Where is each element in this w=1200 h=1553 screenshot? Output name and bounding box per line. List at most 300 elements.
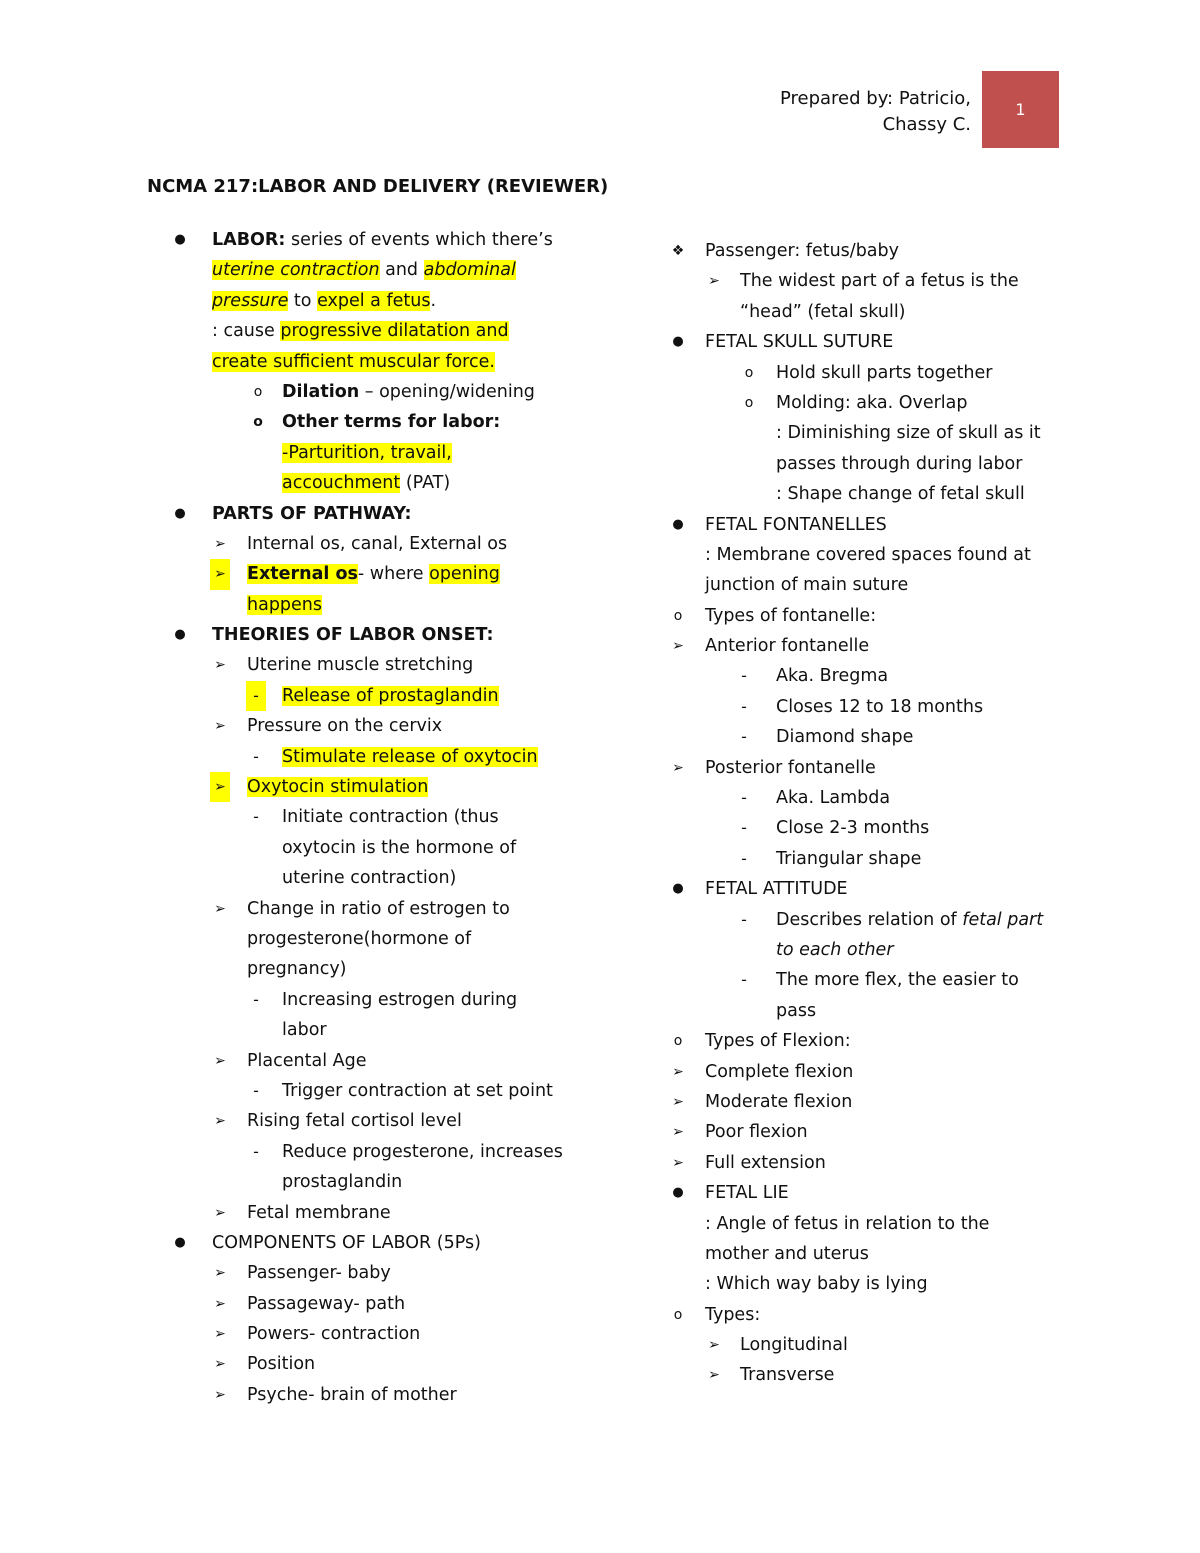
text-line <box>170 468 590 498</box>
text-line <box>668 479 1068 509</box>
text-run: Stimulate release of oxytocin <box>282 746 538 767</box>
line-text <box>282 742 538 772</box>
line-text <box>776 935 894 965</box>
text-line <box>170 255 590 285</box>
text-line <box>668 996 1068 1026</box>
text-line <box>170 1015 590 1045</box>
text-line <box>668 1239 1068 1269</box>
text-run: COMPONENTS OF LABOR (5Ps) <box>212 1232 481 1253</box>
dash-bullet-icon: - <box>253 1141 259 1161</box>
line-text <box>282 377 535 407</box>
text-line <box>170 1228 590 1258</box>
arrow-bullet-icon: ➢ <box>708 273 720 290</box>
text-run: Longitudinal <box>740 1335 848 1356</box>
text-line <box>668 540 1068 570</box>
line-text <box>776 479 1025 509</box>
text-line <box>170 620 590 650</box>
text-line <box>668 783 1068 813</box>
text-line <box>170 802 590 832</box>
text-run: PARTS OF PATHWAY: <box>212 503 412 524</box>
text-run: : Diminishing size of skull as it <box>776 423 1041 444</box>
line-text <box>705 1026 851 1056</box>
text-line <box>170 711 590 741</box>
line-text <box>212 255 516 285</box>
page-number: 1 <box>1015 100 1026 119</box>
arrow-bullet-icon: ➢ <box>214 1113 226 1130</box>
text-line <box>170 1349 590 1379</box>
text-run: Trigger contraction at set point <box>282 1080 553 1101</box>
text-line <box>170 559 590 589</box>
text-run: Triangular shape <box>776 848 922 869</box>
arrow-bullet-icon: ➢ <box>214 1326 226 1343</box>
line-text <box>282 802 499 832</box>
text-run: progressive dilatation and <box>280 321 509 342</box>
text-line <box>668 874 1068 904</box>
text-run: Types of Flexion: <box>705 1031 851 1052</box>
text-line <box>170 407 590 437</box>
arrow-bullet-icon: ➢ <box>672 1063 684 1080</box>
text-run: Describes relation of <box>776 909 963 930</box>
text-run: Dilation <box>282 381 360 402</box>
line-text <box>776 692 983 722</box>
text-run: create sufficient muscular force. <box>212 351 495 372</box>
line-text <box>282 438 452 468</box>
line-text <box>212 316 509 346</box>
bullet-icon: ● <box>174 232 186 247</box>
left-column <box>170 225 590 1410</box>
arrow-bullet-icon: ➢ <box>708 1367 720 1384</box>
text-run: accouchment <box>282 473 401 494</box>
text-run: opening <box>429 564 500 585</box>
text-line <box>170 924 590 954</box>
arrow-bullet-icon: ➢ <box>214 1265 226 1282</box>
text-run: fetal part <box>962 909 1044 930</box>
text-run: Diamond shape <box>776 727 914 748</box>
arrow-bullet-icon: ➢ <box>672 1093 684 1110</box>
text-run: FETAL SKULL SUTURE <box>705 332 894 353</box>
text-line <box>668 266 1068 296</box>
circle-bullet-icon: o <box>744 364 754 381</box>
line-text <box>776 418 1041 448</box>
line-text <box>776 905 1043 935</box>
text-line <box>668 418 1068 448</box>
text-line <box>170 377 590 407</box>
arrow-bullet-icon: ➢ <box>672 638 684 655</box>
text-run: Types of fontanelle: <box>705 605 877 626</box>
text-run: Other terms for labor: <box>282 412 501 433</box>
line-text <box>705 753 876 783</box>
prepared-by-line-1: Prepared by: Patricio, <box>779 88 971 109</box>
text-run: LABOR: <box>212 230 286 250</box>
text-line <box>668 1178 1068 1208</box>
text-run: THEORIES OF LABOR ONSET: <box>212 625 494 646</box>
text-run: Poor flexion <box>705 1122 808 1143</box>
text-run: abdominal <box>423 260 516 281</box>
text-run: to <box>288 290 318 311</box>
line-text <box>705 874 848 904</box>
text-run: uterine contraction <box>212 260 380 281</box>
line-text <box>705 540 1031 570</box>
line-text <box>247 1046 366 1076</box>
line-text <box>282 1076 553 1106</box>
line-text <box>212 499 412 529</box>
line-text <box>282 681 499 711</box>
text-line <box>170 225 590 255</box>
prepared-by-line-2: Chassy C. <box>882 114 971 135</box>
dash-bullet-icon: - <box>741 666 747 686</box>
circle-bullet-icon: o <box>673 1033 683 1050</box>
line-text <box>705 1300 760 1330</box>
text-run: (PAT) <box>400 473 451 494</box>
text-line <box>170 1380 590 1410</box>
line-text <box>705 1148 826 1178</box>
line-text <box>247 1319 420 1349</box>
line-text <box>705 570 908 600</box>
text-line <box>668 297 1068 327</box>
line-text <box>705 510 887 540</box>
text-run: Powers- contraction <box>247 1324 421 1345</box>
text-run: mother and uterus <box>705 1243 869 1264</box>
text-run: Hold skull parts together <box>776 362 993 383</box>
line-text <box>282 1167 402 1197</box>
text-run: : Shape change of fetal skull <box>776 484 1025 505</box>
bullet-icon: ● <box>174 1234 186 1250</box>
text-line <box>668 813 1068 843</box>
line-text <box>705 1117 808 1147</box>
text-line <box>668 601 1068 631</box>
text-run: Pressure on the cervix <box>247 716 443 737</box>
text-run: series of events which there’s <box>285 230 553 250</box>
arrow-bullet-icon: ➢ <box>214 1386 226 1403</box>
text-run: oxytocin is the hormone of <box>282 837 517 858</box>
line-text <box>247 711 442 741</box>
text-run: Transverse <box>740 1365 835 1386</box>
text-run: Posterior fontanelle <box>705 757 876 778</box>
text-run: Position <box>247 1354 316 1375</box>
line-text <box>705 1057 853 1087</box>
line-text <box>776 783 890 813</box>
text-line <box>668 1269 1068 1299</box>
text-line <box>170 590 590 620</box>
text-run: Complete flexion <box>705 1061 854 1082</box>
circle-bullet-icon: o <box>673 1306 683 1323</box>
line-text <box>740 297 906 327</box>
text-run: - where <box>357 564 430 585</box>
text-line <box>170 1046 590 1076</box>
text-line <box>668 1148 1068 1178</box>
line-text <box>776 661 888 691</box>
text-run: Aka. Bregma <box>776 666 889 687</box>
arrow-bullet-icon: ➢ <box>672 759 684 776</box>
dash-bullet-icon: - <box>253 1080 259 1100</box>
arrow-bullet-icon: ➢ <box>214 1295 226 1312</box>
text-line <box>170 316 590 346</box>
text-line <box>170 529 590 559</box>
text-run: passes through during labor <box>776 453 1023 474</box>
text-run: Increasing estrogen during <box>282 989 518 1010</box>
text-line <box>170 894 590 924</box>
line-text <box>247 590 322 620</box>
text-line <box>170 650 590 680</box>
text-line <box>170 1167 590 1197</box>
line-text <box>776 358 992 388</box>
text-run: Passageway- path <box>247 1293 406 1314</box>
line-text <box>247 954 347 984</box>
line-text <box>776 449 1022 479</box>
line-text <box>776 965 1019 995</box>
arrow-bullet-icon: ➢ <box>672 1124 684 1141</box>
arrow-bullet-icon: ➢ <box>210 559 230 589</box>
text-line <box>170 1106 590 1136</box>
dash-bullet-icon: - <box>741 696 747 716</box>
text-line <box>668 1026 1068 1056</box>
text-run: Moderate flexion <box>705 1091 853 1112</box>
dash-bullet-icon: - <box>741 818 747 838</box>
text-run: Anterior fontanelle <box>705 636 870 657</box>
text-line <box>668 1057 1068 1087</box>
arrow-bullet-icon: ➢ <box>214 535 226 552</box>
line-text <box>247 1198 391 1228</box>
text-run: Passenger: fetus/baby <box>705 241 899 261</box>
line-text <box>705 236 899 266</box>
line-text <box>776 813 929 843</box>
text-line <box>170 833 590 863</box>
text-run: Molding: aka. Overlap <box>776 392 968 413</box>
text-line <box>668 905 1068 935</box>
line-text <box>247 772 428 802</box>
line-text <box>282 407 500 437</box>
dash-bullet-icon: - <box>741 848 747 868</box>
line-text <box>740 1360 834 1390</box>
line-text <box>212 1228 481 1258</box>
page-number-badge <box>982 71 1059 148</box>
circle-bullet-icon: o <box>744 394 754 411</box>
circle-bullet-icon: o <box>253 383 263 400</box>
bullet-icon: ● <box>174 627 186 643</box>
line-text <box>705 1087 852 1117</box>
text-line <box>668 570 1068 600</box>
text-run: pressure <box>212 290 289 311</box>
line-text <box>705 327 893 357</box>
text-run: Passenger- baby <box>247 1263 391 1284</box>
line-text <box>282 1015 327 1045</box>
text-line <box>668 510 1068 540</box>
line-text <box>247 650 473 680</box>
text-line <box>170 1137 590 1167</box>
text-run: Placental Age <box>247 1050 367 1071</box>
text-line <box>668 631 1068 661</box>
line-text <box>282 1137 563 1167</box>
dash-bullet-icon: - <box>741 909 747 929</box>
text-line <box>170 1319 590 1349</box>
arrow-bullet-icon: ➢ <box>672 1154 684 1171</box>
text-line <box>170 499 590 529</box>
text-line <box>668 965 1068 995</box>
line-text <box>705 631 869 661</box>
text-line <box>668 1330 1068 1360</box>
arrow-bullet-icon: ➢ <box>214 657 226 674</box>
bullet-icon: ● <box>672 334 684 350</box>
line-text <box>247 559 500 589</box>
dash-bullet-icon: - <box>741 727 747 747</box>
line-text <box>705 1239 869 1269</box>
text-line <box>668 722 1068 752</box>
line-text <box>776 722 913 752</box>
text-run: . <box>430 290 437 311</box>
text-run: Full extension <box>705 1152 826 1173</box>
text-run: pass <box>776 1000 817 1021</box>
text-run: Psyche- brain of mother <box>247 1384 457 1405</box>
circle-bullet-icon: o <box>253 414 263 431</box>
text-line <box>668 449 1068 479</box>
text-line <box>170 681 590 711</box>
text-run: Release of prostaglandin <box>282 685 499 706</box>
text-run: External os <box>247 564 358 585</box>
text-run: – opening/widening <box>359 381 535 402</box>
line-text <box>212 286 436 316</box>
line-text <box>247 1289 405 1319</box>
text-run: : Which way baby is lying <box>705 1274 928 1295</box>
text-run: pregnancy) <box>247 959 347 980</box>
text-line <box>668 753 1068 783</box>
line-text <box>705 1209 989 1239</box>
arrow-bullet-icon: ➢ <box>214 1052 226 1069</box>
text-run: Aka. Lambda <box>776 788 891 809</box>
text-run: happens <box>247 594 323 615</box>
text-line <box>170 438 590 468</box>
line-text <box>705 1269 928 1299</box>
bullet-icon: ● <box>672 1185 684 1201</box>
line-text <box>247 924 471 954</box>
dash-bullet-icon: - <box>741 788 747 808</box>
line-text <box>282 985 517 1015</box>
text-line <box>668 236 1068 266</box>
line-text <box>212 225 553 255</box>
text-run: : Membrane covered spaces found at <box>705 544 1031 565</box>
text-run: Oxytocin stimulation <box>247 777 429 798</box>
text-run: uterine contraction) <box>282 868 457 889</box>
prepared-by <box>780 86 971 138</box>
text-run: Reduce progesterone, increases <box>282 1141 563 1162</box>
line-text <box>740 1330 848 1360</box>
text-line <box>668 692 1068 722</box>
text-line <box>170 1289 590 1319</box>
text-run: expel a fetus <box>317 290 431 311</box>
line-text <box>282 833 516 863</box>
text-line <box>170 1076 590 1106</box>
line-text <box>247 1258 391 1288</box>
bullet-icon: ● <box>672 881 684 897</box>
text-run: -Parturition, travail, <box>282 442 452 463</box>
line-text <box>740 266 1019 296</box>
text-run: Internal os, canal, External os <box>247 533 508 554</box>
text-line <box>668 935 1068 965</box>
text-run: : Angle of fetus in relation to the <box>705 1213 990 1234</box>
line-text <box>247 894 510 924</box>
text-run: : cause <box>212 321 281 342</box>
text-line <box>170 772 590 802</box>
diamond-bullet-icon: ❖ <box>671 243 685 259</box>
bullet-icon: ● <box>672 516 684 532</box>
text-run: Closes 12 to 18 months <box>776 696 984 717</box>
text-line <box>668 388 1068 418</box>
text-run: Close 2-3 months <box>776 818 930 839</box>
arrow-bullet-icon: ➢ <box>214 1356 226 1373</box>
text-run: The more flex, the easier to <box>776 970 1019 991</box>
text-line <box>668 1117 1068 1147</box>
text-run: The widest part of a fetus is the <box>740 271 1019 292</box>
dash-bullet-icon: - <box>253 746 259 766</box>
text-line <box>170 1258 590 1288</box>
text-run: Change in ratio of estrogen to <box>247 898 510 919</box>
text-line <box>170 286 590 316</box>
arrow-bullet-icon: ➢ <box>214 1204 226 1221</box>
text-line <box>668 327 1068 357</box>
text-line <box>668 1087 1068 1117</box>
text-run: Uterine muscle stretching <box>247 655 474 676</box>
line-text <box>247 529 507 559</box>
text-line <box>668 358 1068 388</box>
text-run: FETAL LIE <box>705 1183 789 1204</box>
line-text <box>776 388 967 418</box>
arrow-bullet-icon: ➢ <box>214 900 226 917</box>
text-run: junction of main suture <box>705 575 909 596</box>
text-run: FETAL FONTANELLES <box>705 514 887 535</box>
line-text <box>282 863 456 893</box>
line-text <box>705 601 876 631</box>
arrow-bullet-icon: ➢ <box>708 1337 720 1354</box>
line-text <box>776 844 921 874</box>
text-run: prostaglandin <box>282 1172 403 1193</box>
text-line <box>170 863 590 893</box>
right-column <box>668 236 1068 1391</box>
text-line <box>170 954 590 984</box>
text-line <box>170 985 590 1015</box>
arrow-bullet-icon: ➢ <box>214 718 226 735</box>
line-text <box>282 468 450 498</box>
text-run: Rising fetal cortisol level <box>247 1111 462 1132</box>
arrow-bullet-icon: ➢ <box>210 772 230 802</box>
text-line <box>170 1198 590 1228</box>
document-title: NCMA 217:LABOR AND DELIVERY (REVIEWER) <box>147 176 609 197</box>
text-run: to each other <box>776 939 894 960</box>
text-line <box>668 844 1068 874</box>
line-text <box>247 1380 457 1410</box>
text-line <box>668 1360 1068 1390</box>
text-line <box>668 1300 1068 1330</box>
line-text <box>776 996 816 1026</box>
dash-bullet-icon: - <box>246 681 266 711</box>
bullet-icon: ● <box>174 505 186 521</box>
text-run: FETAL ATTITUDE <box>705 879 848 900</box>
line-text <box>247 1106 462 1136</box>
text-run: Types: <box>705 1304 761 1325</box>
text-run: Initiate contraction (thus <box>282 807 499 828</box>
dash-bullet-icon: - <box>253 989 259 1009</box>
line-text <box>705 1178 789 1208</box>
text-line <box>668 1209 1068 1239</box>
text-line <box>668 661 1068 691</box>
text-line <box>170 347 590 377</box>
dash-bullet-icon: - <box>741 970 747 990</box>
text-run: labor <box>282 1020 327 1041</box>
line-text <box>212 620 494 650</box>
text-run: Fetal membrane <box>247 1202 391 1223</box>
text-run: progesterone(hormone of <box>247 928 472 949</box>
line-text <box>247 1349 315 1379</box>
circle-bullet-icon: o <box>673 607 683 624</box>
line-text <box>212 347 495 377</box>
